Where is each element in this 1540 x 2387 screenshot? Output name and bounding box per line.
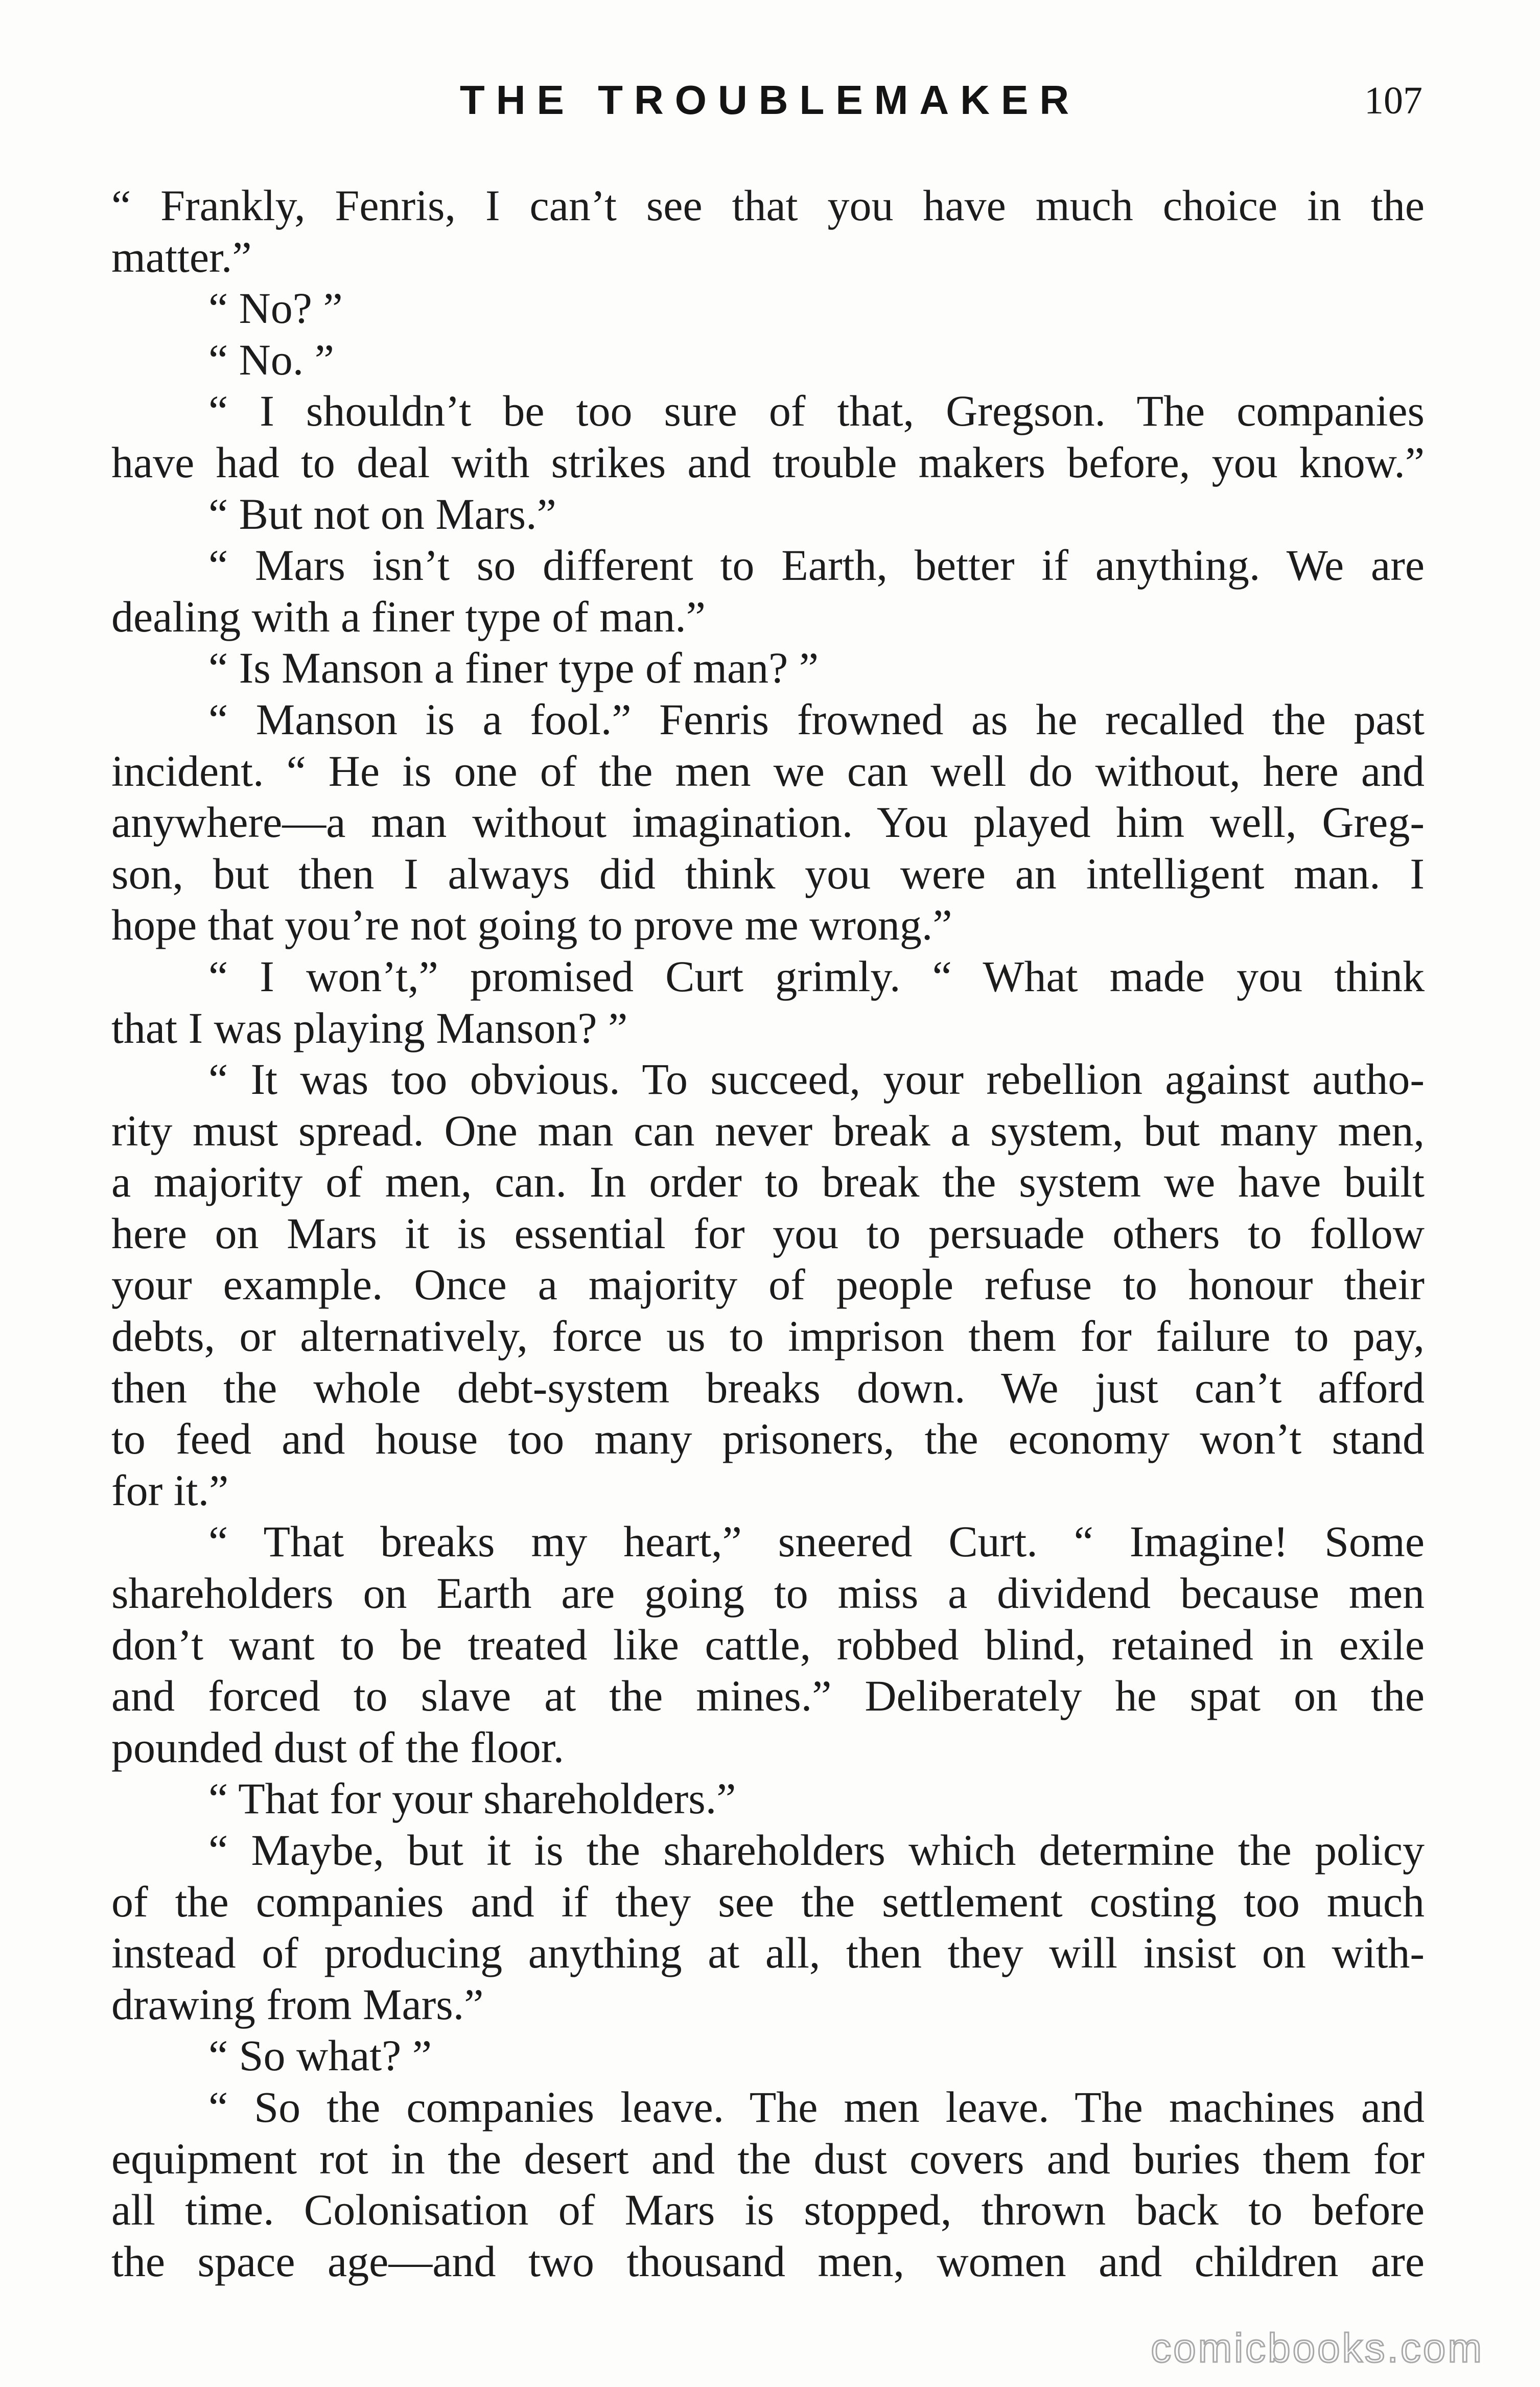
text-line: a majority of men, can. In order to break the system we have built xyxy=(111,1157,1425,1207)
text-line: “ No? ” xyxy=(208,284,343,333)
text-line: matter.” xyxy=(111,232,252,282)
text-line: for it.” xyxy=(111,1465,229,1515)
text-line: “ No. ” xyxy=(208,335,334,384)
text-line: have had to deal with strikes and trouble makers before, you know.” xyxy=(111,437,1425,487)
text-line: and forced to slave at the mines.” Deliberately he spat on the xyxy=(111,1671,1425,1721)
text-line: “ Frankly, Fenris, I can’t see that you have much choice in the xyxy=(111,181,1425,230)
text-line: pounded dust of the floor. xyxy=(111,1722,565,1772)
text-line: “ That for your shareholders.” xyxy=(208,1774,736,1823)
watermark: comicbooks.com xyxy=(1151,2325,1484,2371)
text-line: dealing with a finer type of man.” xyxy=(111,592,706,641)
text-line: shareholders on Earth are going to miss a dividend because men xyxy=(111,1569,1425,1618)
text-line: the space age—and two thousand men, women and children are xyxy=(111,2236,1425,2286)
text-line: “ Manson is a fool.” Fenris frowned as he recalled the past xyxy=(208,694,1425,744)
text-line: “ So the companies leave. The men leave. The machines and xyxy=(208,2082,1425,2132)
text-line: drawing from Mars.” xyxy=(111,1979,484,2029)
text-line: “ Mars isn’t so different to Earth, better if anything. We are xyxy=(208,541,1425,590)
text-line: “ But not on Mars.” xyxy=(208,489,556,539)
page-number: 107 xyxy=(1364,79,1422,122)
text-line: anywhere—a man without imagination. You played him well, Greg- xyxy=(111,798,1425,847)
text-line: instead of producing anything at all, then they will insist on with- xyxy=(111,1928,1425,1978)
running-head xyxy=(0,77,1540,128)
text-line: then the whole debt-system breaks down. We just can’t afford xyxy=(111,1363,1425,1412)
text-line: your example. Once a majority of people refuse to honour their xyxy=(111,1260,1425,1309)
text-line: incident. “ He is one of the men we can well do without, here and xyxy=(111,746,1425,795)
text-line: don’t want to be treated like cattle, robbed blind, retained in exile xyxy=(111,1620,1425,1669)
text-line: debts, or alternatively, force us to imprison them for failure to pay, xyxy=(111,1312,1425,1361)
text-line: hope that you’re not going to prove me wrong.” xyxy=(111,900,952,950)
text-line: all time. Colonisation of Mars is stopped, thrown back to before xyxy=(111,2185,1425,2235)
text-line: that I was playing Manson? ” xyxy=(111,1003,628,1052)
body-text xyxy=(111,180,1425,2287)
text-line: rity must spread. One man can never break a system, but many men, xyxy=(111,1106,1425,1155)
text-line: son, but then I always did think you were an intelligent man. I xyxy=(111,849,1425,898)
text-line: “ I shouldn’t be too sure of that, Gregson. The companies xyxy=(208,386,1425,436)
text-line: of the companies and if they see the settlement costing too much xyxy=(111,1877,1425,1926)
text-line: equipment rot in the desert and the dust covers and buries them for xyxy=(111,2134,1425,2183)
text-line: to feed and house too many prisoners, the economy won’t stand xyxy=(111,1414,1425,1464)
running-head-title: THE TROUBLEMAKER xyxy=(459,77,1081,123)
text-line: “ Is Manson a finer type of man? ” xyxy=(208,643,819,693)
text-line: “ That breaks my heart,” sneered Curt. “ Imagine! Some xyxy=(208,1517,1425,1566)
text-line: “ It was too obvious. To succeed, your rebellion against autho- xyxy=(208,1055,1425,1104)
text-line: “ So what? ” xyxy=(208,2031,432,2080)
text-line: here on Mars it is essential for you to persuade others to follow xyxy=(111,1208,1425,1258)
text-line: “ I won’t,” promised Curt grimly. “ What made you think xyxy=(208,951,1425,1001)
text-line: “ Maybe, but it is the shareholders which determine the policy xyxy=(208,1826,1425,1875)
